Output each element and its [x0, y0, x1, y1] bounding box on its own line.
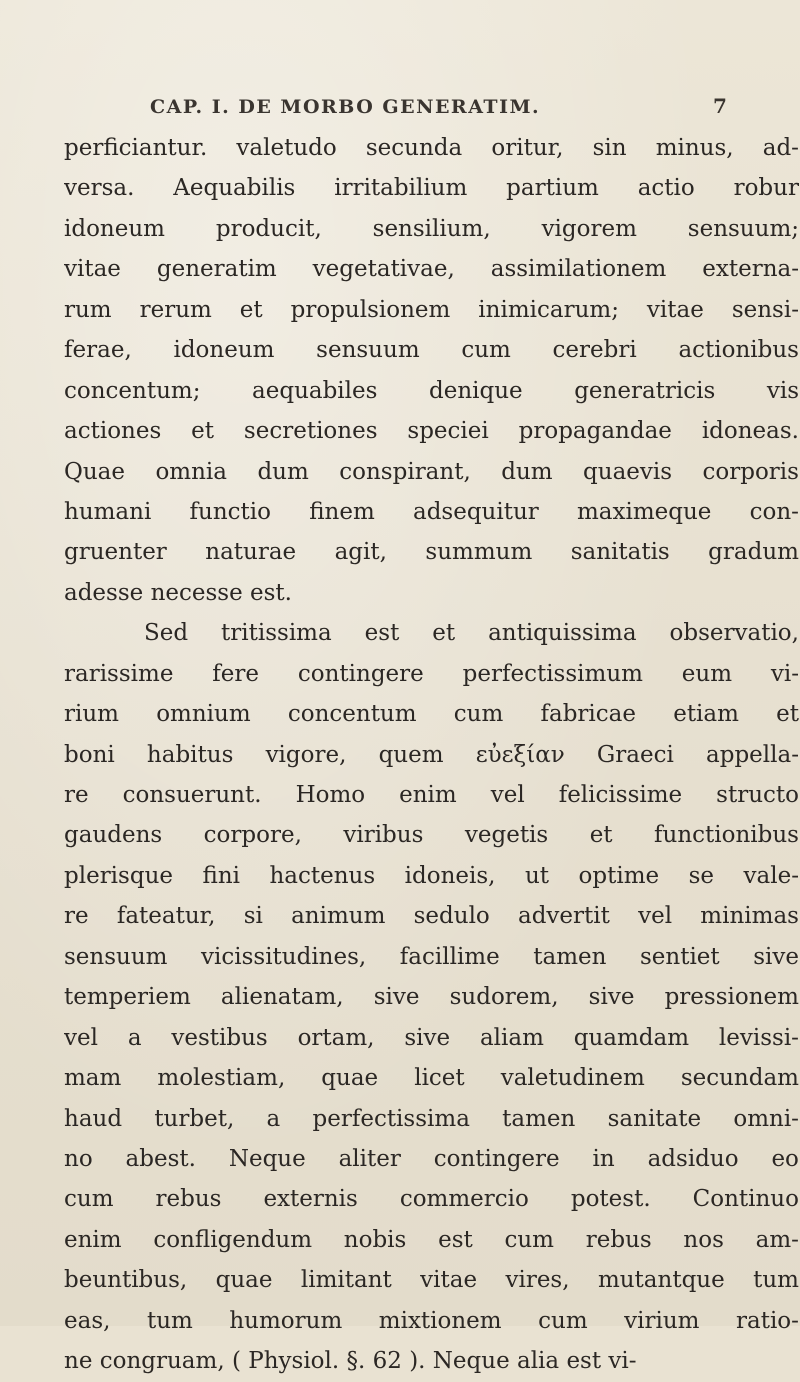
word: humani	[64, 498, 152, 525]
word: externa-	[702, 256, 799, 283]
text-line	[64, 330, 799, 370]
text-line	[64, 1179, 799, 1219]
word: et	[191, 418, 215, 445]
word: sive	[404, 1024, 451, 1051]
word: minus,	[655, 135, 734, 161]
word: etiam	[673, 701, 739, 728]
word: assimilationem	[490, 256, 667, 283]
word: perficiantur.	[64, 135, 208, 161]
word: am-	[755, 1226, 799, 1253]
word: ut	[524, 862, 550, 889]
word: nobis	[343, 1226, 407, 1253]
text-line	[64, 694, 799, 734]
word: corpore,	[203, 822, 302, 849]
word: fini	[202, 862, 240, 889]
word: fabricae	[540, 701, 636, 728]
word: rum	[64, 296, 112, 323]
word: si	[243, 903, 263, 930]
word: propulsionem	[290, 296, 451, 323]
word: levissi-	[718, 1024, 799, 1051]
word: propagandae	[518, 418, 672, 445]
word: tritissima	[221, 620, 332, 647]
word: commercio	[399, 1186, 529, 1213]
text-line	[64, 937, 799, 977]
word: abest.	[125, 1145, 196, 1172]
word: irritabilium	[334, 175, 468, 202]
word: partium	[506, 175, 599, 202]
word: vestibus	[171, 1024, 268, 1051]
word: no	[64, 1145, 93, 1172]
word: se	[688, 862, 715, 889]
word: humorum	[229, 1307, 343, 1334]
word: hactenus	[269, 862, 376, 889]
word: functio	[189, 498, 271, 525]
word: enim	[64, 1226, 122, 1253]
word: aliter	[338, 1145, 401, 1172]
word: sensuum	[316, 337, 420, 364]
word: rebus	[585, 1226, 652, 1253]
text-line	[64, 128, 799, 168]
word: sensuum;	[687, 215, 799, 242]
word: idoneis,	[404, 862, 496, 889]
word: vitae	[646, 296, 704, 323]
word: vel	[64, 1024, 98, 1051]
text-line	[64, 249, 799, 289]
word: valetudo	[236, 135, 337, 161]
word: speciei	[407, 418, 489, 445]
text-line	[64, 977, 799, 1017]
word: potest.	[570, 1186, 651, 1213]
word: omni-	[733, 1105, 799, 1132]
word: idoneas.	[701, 418, 799, 445]
word: mam	[64, 1065, 122, 1092]
word: vitae	[64, 256, 121, 283]
word: et	[776, 701, 799, 728]
body-text	[64, 128, 799, 1382]
word: advertit	[518, 903, 610, 930]
word: sudorem,	[449, 984, 559, 1011]
word: confligendum	[153, 1226, 313, 1253]
text-line	[64, 452, 799, 492]
word: vigore,	[265, 741, 347, 768]
word: sanitatis	[570, 539, 670, 566]
word: nos	[683, 1226, 724, 1253]
word: aequabiles	[252, 377, 378, 404]
word: contingere	[297, 660, 424, 687]
text-line	[64, 532, 799, 572]
word: omnia	[155, 458, 227, 485]
word: cerebri	[552, 337, 637, 364]
word: vale-	[743, 862, 799, 889]
word: versa.	[64, 175, 135, 202]
word: sive	[588, 984, 635, 1011]
word: sanitate	[607, 1105, 702, 1132]
page-number: 7	[713, 94, 727, 118]
text-line	[64, 411, 799, 451]
word: vigorem	[541, 215, 637, 242]
word: cum	[64, 1186, 114, 1213]
word: mutantque	[597, 1267, 725, 1294]
word: turbet,	[154, 1105, 235, 1132]
word: re	[64, 903, 89, 930]
word: con-	[749, 498, 799, 525]
word: Neque	[228, 1145, 306, 1172]
word: oritur,	[491, 135, 564, 161]
text-line	[64, 371, 799, 411]
word: sentiet	[639, 943, 720, 970]
word: rerum	[139, 296, 212, 323]
text-line	[64, 613, 799, 653]
word: fere	[212, 660, 260, 687]
word: vegetativae,	[312, 256, 455, 283]
word: Sed	[144, 620, 189, 647]
word: ratio-	[736, 1307, 799, 1334]
word: adsequitur	[412, 498, 539, 525]
word: eas,	[64, 1307, 111, 1334]
word: finem	[309, 498, 375, 525]
word: cum	[453, 701, 504, 728]
word: antiquissima	[488, 620, 637, 647]
word: beuntibus,	[64, 1267, 188, 1294]
word: tum	[146, 1307, 193, 1334]
word: eum	[681, 660, 733, 687]
word: Aequabilis	[173, 175, 296, 202]
word: vitae	[420, 1267, 478, 1294]
text-line	[64, 735, 799, 775]
text-line	[64, 290, 799, 330]
word: rarissime	[64, 660, 174, 687]
word: tamen	[533, 943, 607, 970]
word: quaevis	[583, 458, 673, 485]
word: enim	[399, 782, 457, 808]
word: vi-	[770, 660, 799, 687]
word: corporis	[702, 458, 799, 485]
word: ortam,	[297, 1024, 375, 1051]
word: contingere	[433, 1145, 560, 1172]
text-line	[64, 654, 799, 694]
word: cum	[504, 1226, 554, 1253]
word: Homo	[295, 782, 366, 808]
word: Continuo	[692, 1186, 799, 1213]
word: habitus	[146, 741, 234, 768]
text-line	[64, 856, 799, 896]
word: adsiduo	[647, 1145, 739, 1172]
word: sedulo	[413, 903, 490, 930]
word: summum	[425, 539, 533, 566]
word: quem	[378, 741, 444, 768]
word: consuerunt.	[122, 782, 262, 808]
word: concentum;	[64, 377, 201, 404]
text-line	[64, 1139, 799, 1179]
word: rebus	[155, 1186, 222, 1213]
word: pressionem	[664, 984, 799, 1011]
word: vicissitudines,	[201, 943, 367, 970]
text-line	[64, 775, 799, 815]
word: perfectissimum	[462, 660, 643, 687]
word: et	[589, 822, 613, 849]
word: gaudens	[64, 822, 163, 849]
word: structo	[716, 782, 799, 808]
word: maximeque	[576, 498, 712, 525]
word: dum	[501, 458, 553, 485]
word: ad-	[762, 135, 799, 161]
word: agit,	[334, 539, 387, 566]
word: concentum	[287, 701, 417, 728]
text-line	[64, 1260, 799, 1300]
text-line	[64, 1018, 799, 1058]
word: perfectissima	[312, 1105, 470, 1132]
word: robur	[733, 175, 799, 202]
word: Graeci	[596, 741, 674, 768]
word: licet	[414, 1065, 465, 1092]
word: aliam	[479, 1024, 544, 1051]
word: dum	[257, 458, 309, 485]
text-line: adesse necesse est.	[64, 579, 292, 606]
word: in	[592, 1145, 615, 1172]
word: quamdam	[573, 1024, 690, 1051]
text-line	[64, 1058, 799, 1098]
word: mixtionem	[378, 1307, 502, 1334]
word: limitant	[300, 1267, 392, 1294]
word: quae	[321, 1065, 379, 1092]
running-title: CAP. I. DE MORBO GENERATIM.	[150, 96, 541, 118]
word: actiones	[64, 418, 162, 445]
text-line	[64, 209, 799, 249]
word: appella-	[706, 741, 799, 768]
word: quae	[215, 1267, 273, 1294]
word: vires,	[505, 1267, 570, 1294]
word: haud	[64, 1105, 123, 1132]
word: εὐεξίαν	[475, 741, 565, 768]
word: producit,	[215, 215, 322, 242]
word: sensuum	[64, 943, 168, 970]
word: facillime	[399, 943, 500, 970]
text-line	[64, 168, 799, 208]
word: sive	[373, 984, 420, 1011]
word: actio	[637, 175, 695, 202]
word: functionibus	[654, 822, 799, 849]
word: generatricis	[574, 377, 716, 404]
word: felicissime	[558, 782, 683, 808]
word: eo	[771, 1145, 799, 1172]
word: animum	[291, 903, 386, 930]
word: rium	[64, 701, 119, 728]
text-line	[64, 1220, 799, 1260]
word: vis	[766, 377, 799, 404]
word: optime	[578, 862, 660, 889]
word: a	[266, 1105, 281, 1132]
word: gruenter	[64, 539, 167, 566]
word: vel	[490, 782, 525, 808]
word: est	[364, 620, 400, 647]
text-line	[64, 896, 799, 936]
word: molestiam,	[157, 1065, 286, 1092]
word: idoneum	[64, 215, 165, 242]
word: plerisque	[64, 862, 173, 889]
word: et	[432, 620, 456, 647]
word: generatim	[156, 256, 277, 283]
word: sensilium,	[372, 215, 491, 242]
text-line: ne congruam, ( Physiol. §. 62 ). Neque alia est vi-	[64, 1348, 637, 1375]
text-line	[64, 1099, 799, 1139]
word: vegetis	[464, 822, 549, 849]
word: re	[64, 782, 89, 808]
word: gradum	[708, 539, 799, 566]
word: externis	[263, 1186, 358, 1213]
text-line	[64, 492, 799, 532]
word: sive	[753, 943, 799, 970]
word: conspirant,	[339, 458, 471, 485]
word: cum	[461, 337, 511, 364]
word: a	[127, 1024, 142, 1051]
word: cum	[538, 1307, 588, 1334]
word: boni	[64, 741, 115, 768]
word: valetudinem	[500, 1065, 645, 1092]
word: viribus	[343, 822, 424, 849]
word: secundam	[680, 1065, 799, 1092]
word: tamen	[502, 1105, 576, 1132]
word: Quae	[64, 458, 125, 485]
text-line	[64, 815, 799, 855]
word: minimas	[700, 903, 799, 930]
word: sin	[592, 135, 627, 161]
word: denique	[428, 377, 523, 404]
word: omnium	[156, 701, 251, 728]
word: vel	[638, 903, 673, 930]
word: ferae,	[64, 337, 132, 364]
word: et	[239, 296, 263, 323]
word: est	[438, 1226, 473, 1253]
word: naturae	[205, 539, 297, 566]
word: temperiem	[64, 984, 191, 1011]
word: observatio,	[669, 620, 799, 647]
word: fateatur,	[116, 903, 216, 930]
text-line	[64, 1301, 799, 1341]
word: secretiones	[243, 418, 378, 445]
word: inimicarum;	[478, 296, 619, 323]
word: virium	[624, 1307, 700, 1334]
word: secunda	[365, 135, 463, 161]
word: alienatam,	[220, 984, 344, 1011]
word: sensi-	[731, 296, 799, 323]
word: idoneum	[173, 337, 275, 364]
word: tum	[753, 1267, 799, 1294]
word: actionibus	[678, 337, 799, 364]
